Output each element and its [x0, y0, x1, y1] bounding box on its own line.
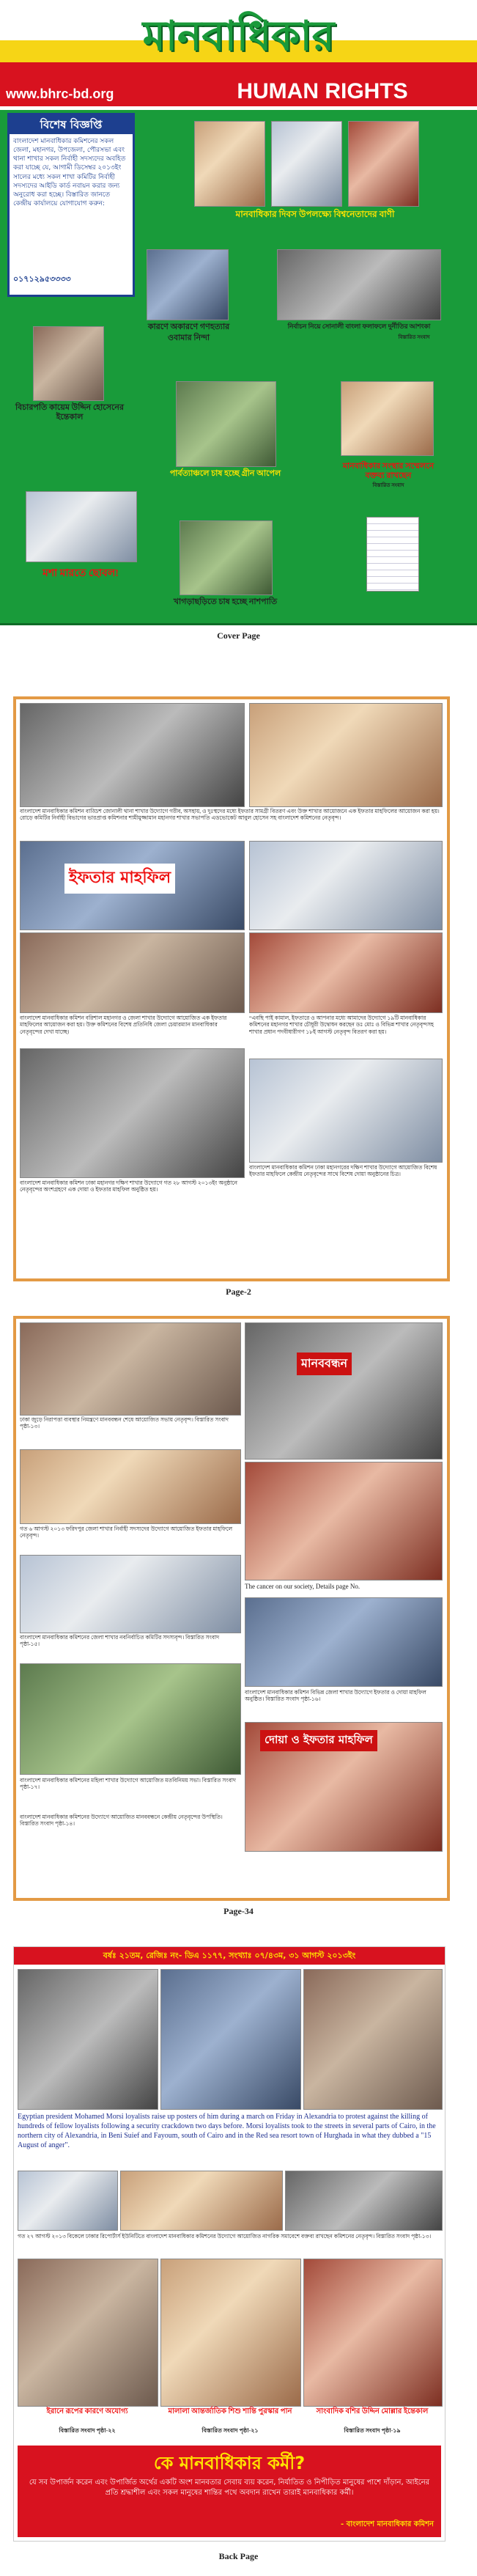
- page2-caption-4: বাংলাদেশ মানবাধিকার কমিশন ঢাকা মহানগর দক্ষিণ শাখার উদ্যোগে গত ২৮ আগস্ট ২০১৩ইং অনুষ্ঠানে নেতৃবৃন্দের অংশগ্রহণে এক দোয়া ও ইফতার মাহফিল অনুষ্ঠিত হয়।: [20, 1180, 240, 1212]
- page34-caption-5: বাংলাদেশ মানবাধিকার কমিশনের মহিলা শাখার উদ্যোগে আয়োজিত মতবিনিময় সভা। বিস্তারিত সংবাদ পৃষ্ঠা-১৭।: [20, 1777, 240, 1810]
- green-apple-caption: পার্বত্যাঞ্চলে চাষ হচ্ছে গ্রীন আপেল: [169, 469, 281, 478]
- back-photo-5: [120, 2171, 283, 2231]
- question-box: [18, 2446, 441, 2537]
- page2-photo-1: [20, 703, 245, 807]
- back-header: বর্ষঃ ২১তম, রেজিঃ নং- ডিএ ১১৭৭, সংখ্যাঃ ০৭/৪৩ম, ৩১ আগস্ট ২০১৩ইং: [14, 1947, 445, 1965]
- question-title: কে মানবাধিকার কর্মী?: [153, 2453, 306, 2473]
- page2-caption-2: বাংলাদেশ মানবাধিকার কমিশন বরিশাল মহানগর ও জেলা শাখার উদ্যোগে আয়োজিত এক ইফতার মাহফিলের আয়োজন করা হয়। উক্ত কমিশনের বিশেষ প্রতিনিধি জেলা চেয়ারম্যান মানবাধিকার নেতৃবৃন্দের দেখা যাচ্ছে।: [20, 1015, 240, 1044]
- iftar-banner-34: দোয়া ও ইফতার মাহফিল: [260, 1730, 377, 1751]
- page2-photo-6: [20, 1048, 245, 1178]
- portrait-2-title: মালালা আন্তর্জাতিক শিশু শান্তি পুরস্কার পান: [168, 2407, 292, 2415]
- portrait-3: [303, 2259, 443, 2407]
- pillay-caption: মানবাধিকার সংস্থার সম্মেলনে বক্তব্য রাখছেন: [342, 462, 435, 481]
- iftar-banner: ইফতার মাহফিল: [64, 864, 175, 894]
- green-apple-photo: [176, 381, 276, 467]
- page2-caption-1: বাংলাদেশ মানবাধিকার কমিশন বাড্ডিশ জোনালী থানা শাখার উদ্যোগে গরীব, অসহায়, ও দুঃস্থদের মধ্যে ইফতার সামগ্রী বিতরণ এবং উক্ত শাখার আয়োজনে এক ইফতার মাহফিলের আয়োজন করা হয়। রোড়ে কমিটির নির্বাহী বিভাগের ভারপ্রাপ্ত কমিশনার শামীমুজ্জামান মহানগর শাখার সভাপতি এডভোকেট আবুল হোসেন সহ বাংলাদেশ কমিশনের নেতৃবৃন্দ।: [20, 808, 441, 837]
- page2-caption-3: “এবছি পাই কামাল, ইফতারে ও আপনার মধ্যে আমাদের উদ্যোগে ১৯টি মানবাধিকার কমিশনের মহানগর শাখার চৌধুরী উদ্বোধন করছেন ডঃ মোঃ ও বিভিন্ন শাখার নেতৃবৃন্দসহ শাখার প্রধান পদবীধারীগণ ১৮ই আগস্ট নেতৃবৃন্দ বিতরণ করা হয়।: [249, 1015, 441, 1055]
- portrait-3-sub: বিস্তারিত সংবাদ পৃষ্ঠা-১৯: [344, 2427, 401, 2434]
- mosquito-caption: মশা মারতে ছোবল!: [42, 568, 119, 579]
- portrait-1-title: ইরানে রূপের কারণে অযোগ্য: [46, 2407, 128, 2415]
- obama-caption-2: ওবামার নিন্দা: [167, 334, 210, 342]
- portrait-1: [18, 2259, 158, 2407]
- page2-photo-4: [20, 932, 245, 1013]
- election-group-photo: [277, 249, 441, 320]
- page34-photo-5: [20, 1663, 241, 1775]
- notice-body: বাংলাদেশ মানবাধিকার কমিশনের সকল জেলা, মহানগর, উপজেলা, পৌরসভা এবং থানা শাখার সকল নির্বাহী সদস্যদের অবহিত করা যাচ্ছে যে, আগামী ডিসেম্বর ২০১৩ইং সালের মধ্যে সকল শাখা কমিটির নির্বাহী সদস্যদের আইডি কার্ড নবায়ন করার জন্য অনুরোধ করা হচ্ছে। বিস্তারিত জানতে কেন্দ্রীয় কার্যালয়ে যোগাযোগ করুন:: [13, 138, 126, 207]
- form-thumbnail: [366, 517, 419, 592]
- page2-photo-3: [249, 841, 443, 930]
- page2-photo-2: [249, 703, 443, 807]
- leaders-caption: মানবাধিকার দিবস উপলক্ষ্যে বিশ্বনেতাদের বাণী: [235, 209, 395, 219]
- page34-caption-3: বাংলাদেশ মানবাধিকার কমিশনের জেলা শাখার নবনির্বাচিত কমিটির সদস্যবৃন্দ। বিস্তারিত সংবাদ পৃষ্ঠা-১৫।: [20, 1634, 240, 1660]
- portrait-3-title: সাংবাদিক বশির উদ্দিন মোল্লার ইন্তেকাল: [316, 2407, 429, 2415]
- page34-photo-3: [20, 1555, 241, 1633]
- portrait-1-sub: বিস্তারিত সংবাদ পৃষ্ঠা-২২: [59, 2427, 116, 2434]
- page34-protest-photo: [245, 1322, 443, 1460]
- obama-photo: [147, 249, 229, 320]
- judge-photo: [33, 326, 104, 401]
- notice-title: বিশেষ বিজ্ঞপ্তি: [10, 115, 133, 134]
- page34-caption-6: বাংলাদেশ মানবাধিকার কমিশনের উদ্যোগে আয়োজিত মানববন্ধনে কেন্দ্রীয় নেতৃবৃন্দের উপস্থিতি। বিস্তারিত সংবাদ পৃষ্ঠা-১৪।: [20, 1814, 240, 1847]
- page34-cancer-photo: [245, 1462, 443, 1580]
- navi-pillay-photo: [341, 381, 434, 456]
- page2-label: Page-2: [226, 1287, 251, 1297]
- back-photo-3: [303, 1969, 443, 2110]
- question-sign: - বাংলাদেশ মানবাধিকার কমিশন: [341, 2520, 434, 2528]
- cover-page-label: Cover Page: [217, 630, 260, 641]
- cover-title-en: HUMAN RIGHTS: [237, 79, 408, 103]
- back-photo-2: [160, 1969, 301, 2110]
- mosquito-photo: [26, 491, 137, 562]
- back-photo-6: [285, 2171, 443, 2231]
- obama-caption: কারণে অকারণে গণহত্যার: [147, 323, 230, 331]
- question-answer: যে সব উপার্জন করেন এবং উপার্জিত অর্থের একটি অংশ মানবতার সেবায় ব্যয় করেন, নির্যাতিত ও নিপীড়িত মানুষের পাশে দাঁড়ান, আইনের প্রতি শ্রদ্ধাশীল এবং সকল মানুষের শান্তির পথে অবদান রাখেন তারাই মানবাধিকার কর্মী।: [29, 2479, 430, 2497]
- cover-header: [0, 0, 477, 110]
- portrait-2: [160, 2259, 301, 2407]
- page34-caption-2: গত ৬ আগস্ট ২০১৩ ফরিদপুর জেলা শাখার নির্বাহী সদস্যদের উদ্যোগে আয়োজিত ইফতার মাহফিলে নেতৃবৃন্দ।: [20, 1526, 240, 1551]
- pear-caption: খাগড়াছড়িতে চাষ হচ্ছে নাশপাতি: [173, 597, 278, 606]
- cover-page: [0, 0, 477, 649]
- leader-photo-2: [271, 121, 342, 207]
- pillay-source: বিস্তারিত সংবাদ: [372, 482, 404, 488]
- pear-photo: [180, 520, 273, 595]
- cover-website: www.bhrc-bd.org: [6, 87, 114, 101]
- page2-photo-7: [249, 1059, 443, 1163]
- cancer-caption: The cancer on our society, Details page No.: [245, 1583, 441, 1593]
- page2-photo-5: [249, 932, 443, 1013]
- page34-caption-1: ঢাকা জুড়ে নিরাপত্তা ব্যবস্থার নিমন্ত্রণে মানববন্ধন শেষে আয়োজিত সভায় নেতৃবৃন্দ। বিস্তারিত সংবাদ পৃষ্ঠা-১৩।: [20, 1416, 240, 1446]
- page34-frame: [13, 1316, 450, 1901]
- cover-title-bn: মানবাধিকার: [142, 12, 335, 60]
- leader-photo-1: [194, 121, 265, 207]
- election-caption: নির্বাচন নিয়ে সোনালী বাংলা ফলাফলে দুর্নীতির আশংকা: [287, 323, 431, 330]
- page34-iftar-photo: [245, 1722, 443, 1852]
- election-source: বিস্তারিত সংবাদ: [398, 334, 430, 340]
- leader-photo-3: [348, 121, 419, 207]
- protest-banner: মানববন্ধন: [297, 1353, 352, 1375]
- page2-caption-5: বাংলাদেশ মানবাধিকার কমিশন ঢাকা মহানগরের দক্ষিণ শাখার উদ্যোগে আয়োজিত বিশেষ ইফতার মাহফিলে কেন্দ্রীয় নেতৃবৃন্দের সাথে বিশেষ দোয়া অনুষ্ঠানের চিত্র।: [249, 1164, 441, 1197]
- back-bn-caption: গত ২৭ আগস্ট ২০১৩ বিকেলে ঢাকার রিপোর্টার্স ইউনিটিতে বাংলাদেশ মানবাধিকার কমিশনের উদ্যোগে আয়োজিত নাগরিক সমাবেশে বক্তব্য রাখছেন কমিশনের নেতৃবৃন্দ। বিস্তারিত সংবাদ পৃষ্ঠা-১৩।: [18, 2233, 441, 2255]
- judge-caption: বিচারপতি কায়েম উদ্দিন হোসেনের ইন্তেকাল: [15, 403, 125, 422]
- page34-photo-1: [20, 1322, 241, 1416]
- back-photo-1: [18, 1969, 158, 2110]
- page2-frame: [13, 696, 450, 1281]
- notice-phone: ০১৭১২৯৫৩৩৩৩: [13, 274, 71, 284]
- cover-green-body: [0, 110, 477, 625]
- back-page: [13, 1946, 445, 2542]
- page2-banner-photo: [20, 841, 245, 930]
- page34-photo-4: [245, 1597, 443, 1687]
- page34-label: Page-34: [223, 1906, 254, 1916]
- page34-caption-4: বাংলাদেশ মানবাধিকার কমিশন বিভিন্ন জেলা শাখার উদ্যোগে ইফতার ও দোয়া মাহফিল অনুষ্ঠিত। বিস্তারিত সংবাদ পৃষ্ঠা-১৬।: [245, 1689, 441, 1718]
- back-page-label: Back Page: [218, 2551, 259, 2561]
- special-notice-box: [7, 113, 135, 297]
- page34-photo-2: [20, 1449, 241, 1524]
- portrait-2-sub: বিস্তারিত সংবাদ পৃষ্ঠা-২১: [201, 2427, 259, 2434]
- back-english-caption: Egyptian president Mohamed Morsi loyalists raise up posters of him during a march on Friday in Alexandria to protest against the killing of hundreds of fellow loyalists following a security crackdown two days before. Morsi loyalists took to the streets in several parts of Cairo, in the northern city of Alexandria, in Beni Suief and Fayoum, south of Cairo and in the Red sea resort town of Hurghada in what they dubbed a "15 August of anger".: [18, 2112, 441, 2167]
- back-photo-4: [18, 2171, 118, 2231]
